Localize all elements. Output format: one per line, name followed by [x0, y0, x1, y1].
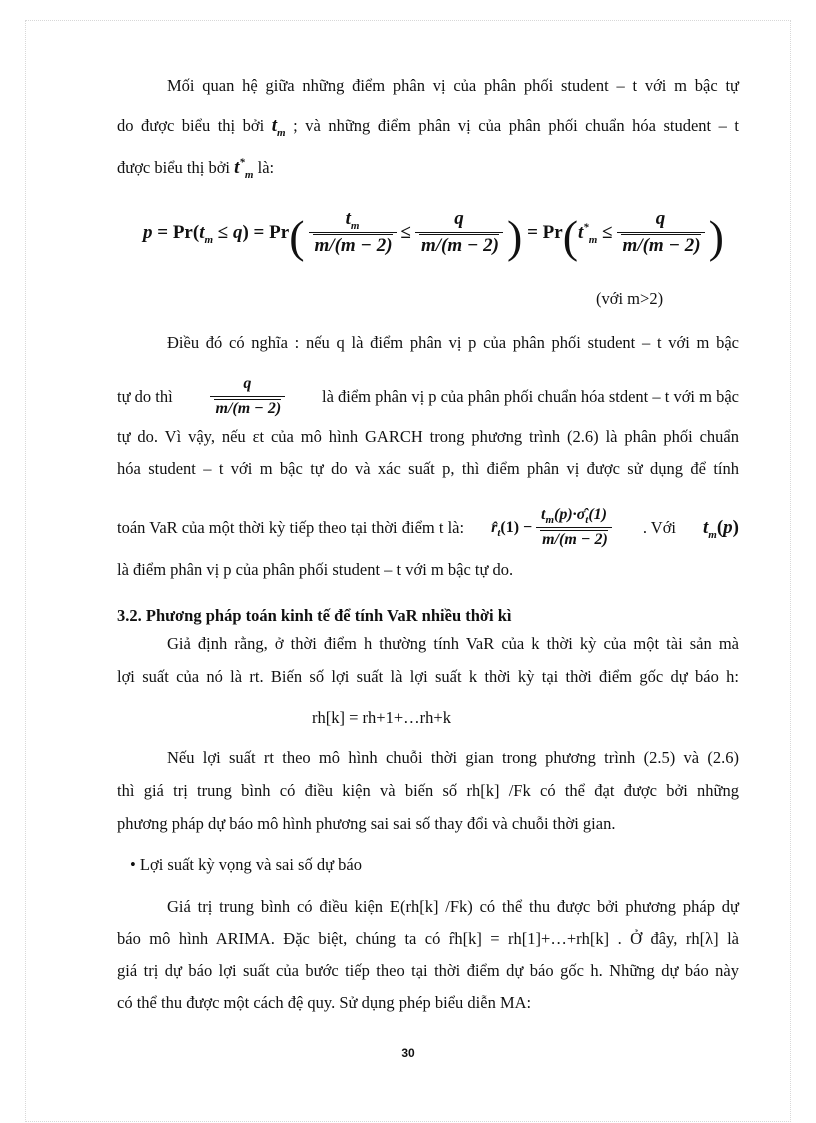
para3-line1: Giá trị trung bình có điều kiện E(rh[k] /Fk) có thể thu được bởi phương pháp dự — [167, 897, 739, 916]
section-line2: lợi suất của nó là rt. Biến số lợi suất là lợi suất k thời kỳ tại thời điểm gốc dự báo h: — [117, 667, 739, 686]
para1-line3-b: là: — [257, 158, 275, 177]
para2-line2-b: là điểm phân vị p của phân phối chuẩn hóa stdent – t với m bậc — [321, 386, 739, 406]
para2-line3: tự do. Vì vậy, nếu εt của mô hình GARCH trong phương trình (2.6) là phân phối chuẩn — [117, 427, 739, 446]
formula-var: $r̂_t$ (1) − $\frac{t_m(p)\cdot\sigmâ_t(1)}{m/(m - 2)}$ — [491, 505, 616, 550]
fraction-q-over-sqrt: $\frac{q}{m/(m - 2)}$ — [210, 374, 286, 419]
para1-line2-a: do được biểu thị bởi — [117, 116, 265, 135]
bullet-dot: • — [130, 855, 140, 874]
para2-line2-a: tự do thì — [117, 386, 173, 406]
section-line1: Giả định rằng, ở thời điểm h thường tính VaR của k thời kỳ của một tài sản mà — [167, 634, 739, 653]
para3-line4: có thể thu được một cách đệ quy. Sử dụng phép biểu diễn MA: — [117, 993, 532, 1012]
bullet-text: Lợi suất kỳ vọng và sai số dự báo — [139, 855, 362, 874]
equation-rhk: rh[k] = rh+1+…rh+k — [312, 708, 451, 727]
para2-line1: Điều đó có nghĩa : nếu q là điểm phân vị p của phân phối student – t với m bậc — [167, 333, 739, 352]
symbol-tm: $t_m$ — [271, 115, 286, 139]
para2-line2 — [117, 374, 739, 419]
formula-main: p = Pr( $t_m$ ≤ q ) = Pr ( $\frac{t_m}{m/(m - 2)}$ ≤ $\frac{q}{m/(m - 2)}$ ) = Pr ( $t^*_m$ ≤ $\frac{q}{m/(m - 2)}$ ) — [143, 208, 724, 262]
para1-line3 — [117, 156, 739, 181]
page-number: 30 — [401, 1046, 415, 1060]
para2-line6: là điểm phân vị p của phân phối student – t với m bậc tự do. — [117, 560, 514, 579]
section-heading: 3.2. Phương pháp toán kinh tế để tính VaR nhiều thời kì — [117, 606, 512, 625]
section-line3: Nếu lợi suất rt theo mô hình chuỗi thời gian trong phương trình (2.5) và (2.6) — [167, 748, 739, 767]
bullet-item — [130, 855, 752, 875]
symbol-tm-p: $t_m(p)$ — [703, 516, 739, 541]
para1-line2 — [117, 115, 739, 139]
para2-line5-a: toán VaR của một thời kỳ tiếp theo tại thời điểm t là: — [117, 517, 465, 537]
symbol-tm-star: $t^*_m$ — [234, 156, 254, 181]
para1-line1: Mối quan hệ giữa những điểm phân vị của phân phối student – t với m bậc tự — [167, 76, 739, 95]
formula-note: (với m>2) — [596, 289, 664, 308]
para2-line5-b: . Với — [642, 517, 677, 537]
para3-line2: báo mô hình ARIMA. Đặc biệt, chúng ta có r̂h[k] = rh[1]+…+rh[k] . Ở đây, rh[λ] là — [117, 929, 739, 948]
para2-line5 — [117, 505, 739, 550]
para1-line2-b: ; và những điểm phân vị của phân phối chuẩn hóa student – t — [293, 116, 739, 135]
section-line4: thì giá trị trung bình có điều kiện và biến số rh[k] /Fk có thể đạt được bởi những — [117, 781, 739, 800]
para3-line3: giá trị dự báo lợi suất của bước tiếp theo tại thời điểm dự báo gốc h. Những dự báo này — [117, 961, 739, 980]
para2-line4: hóa student – t với m bậc tự do và xác suất p, thì điểm phân vị được sử dụng để tính — [117, 459, 739, 478]
para1-line3-a: được biểu thị bởi — [117, 158, 231, 177]
section-line5: phương pháp dự báo mô hình phương sai sai số thay đổi và chuỗi thời gian. — [117, 814, 616, 833]
